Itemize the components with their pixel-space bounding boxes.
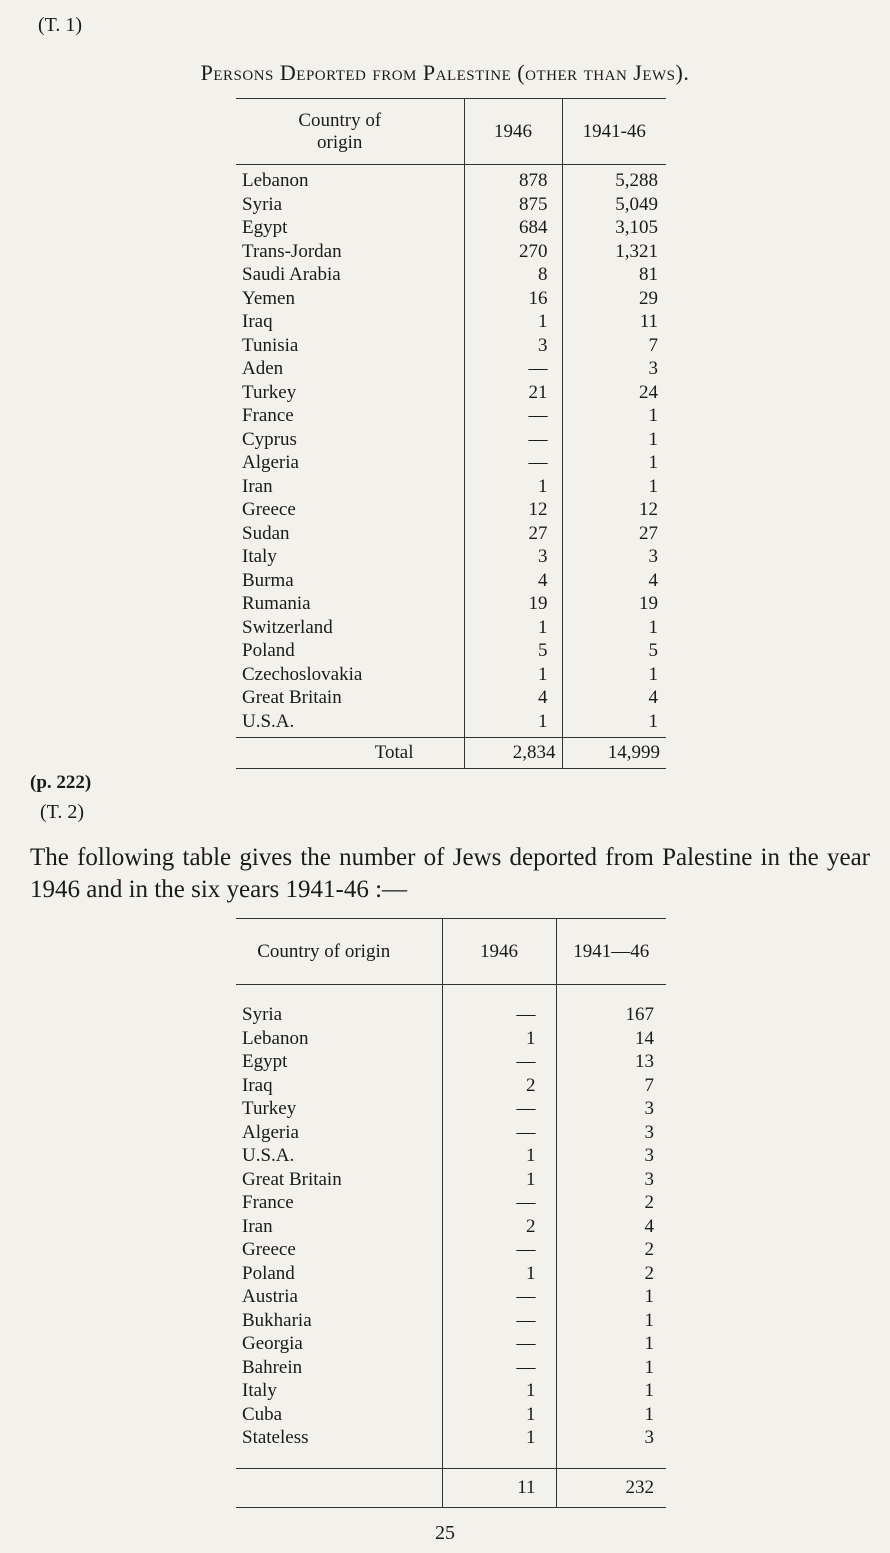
table1-1941-46-cell: 3 <box>648 546 658 567</box>
table1-1946-cell: 16 <box>464 287 562 311</box>
table1-row <box>236 310 666 334</box>
table2-row <box>236 1403 666 1427</box>
table2-country-cell: Italy <box>236 1379 442 1403</box>
table1-1941-46-cell: 3 <box>648 358 658 379</box>
table2-1941-46-cell: 7 <box>644 1074 654 1096</box>
table2-country-cell: Egypt <box>236 1050 442 1074</box>
table2-1941-46-cell: 1 <box>644 1333 654 1354</box>
table1-1946-cell: 878 <box>464 169 562 193</box>
table2-1946-cell: 1 <box>442 1426 556 1450</box>
table1-1946-cell: 3 <box>464 545 562 569</box>
table1-1941-46-cell: 3,105 <box>615 217 658 238</box>
table2-1946-cell: 1 <box>442 1168 556 1192</box>
table2-country-cell: Iran <box>236 1215 442 1239</box>
table1-row <box>236 686 666 710</box>
table2-country-cell: Lebanon <box>236 1027 442 1051</box>
table1-row <box>236 334 666 358</box>
table1-country-cell: Iraq <box>236 310 464 334</box>
table1-1941-46-cell: 5 <box>648 640 658 661</box>
table1-row <box>236 475 666 499</box>
table1-1941-46-cell: 11 <box>639 311 658 332</box>
table1 <box>236 98 666 769</box>
table2-1946-cell: — <box>442 1191 556 1215</box>
table1-1946-cell: 1 <box>464 310 562 334</box>
table2-1941-46-cell: 4 <box>644 1215 654 1237</box>
table2-row <box>236 1262 666 1286</box>
table1-country-cell: Lebanon <box>236 169 464 193</box>
table1-country-cell: Turkey <box>236 381 464 405</box>
table1-1941-46-cell: 4 <box>648 569 658 591</box>
table2-country-cell: Poland <box>236 1262 442 1286</box>
table1-row <box>236 569 666 593</box>
table1-country-cell: Tunisia <box>236 334 464 358</box>
table2-header-row <box>236 919 666 985</box>
table1-row <box>236 428 666 452</box>
table1-country-cell: Greece <box>236 498 464 522</box>
table2-country-cell: Bukharia <box>236 1309 442 1333</box>
table2-1946-cell: — <box>442 1332 556 1356</box>
table2-1946-cell: — <box>442 1356 556 1380</box>
table1-1941-46-cell: 1 <box>648 475 658 497</box>
table2-label: (T. 2) <box>40 801 85 823</box>
table2-row <box>236 1097 666 1121</box>
table1-row <box>236 357 666 381</box>
table2-1941-46-cell: 2 <box>644 1262 654 1284</box>
page-reference: (p. 222) <box>30 772 92 793</box>
table1-country-cell: France <box>236 404 464 428</box>
table1-1946-cell: 1 <box>464 663 562 687</box>
table2-row <box>236 1238 666 1262</box>
table1-country-cell: Trans-Jordan <box>236 240 464 264</box>
table1-1941-46-cell: 12 <box>639 499 658 520</box>
table1-country-cell: Saudi Arabia <box>236 263 464 287</box>
table2-country-cell: Great Britain <box>236 1168 442 1192</box>
table2-total-1941-46: 232 <box>556 1468 666 1507</box>
table2-1941-46-cell: 2 <box>644 1192 654 1213</box>
table2-1941-46-cell: 167 <box>625 1004 654 1025</box>
table2-1941-46-cell: 1 <box>644 1380 654 1401</box>
table2-1946-cell: 1 <box>442 1262 556 1286</box>
table1-1941-46-cell: 5,049 <box>615 193 658 215</box>
table1-country-cell: Egypt <box>236 216 464 240</box>
table1-header-country: Country of origin <box>236 99 464 165</box>
table1-total-label: Total <box>236 738 464 769</box>
table1-1941-46-cell: 1 <box>648 616 658 638</box>
table1-country-cell: Sudan <box>236 522 464 546</box>
table1-country-cell: Aden <box>236 357 464 381</box>
table1-row <box>236 240 666 264</box>
table2-row <box>236 1426 666 1450</box>
table2-country-cell: Austria <box>236 1285 442 1309</box>
table2-1946-cell: — <box>442 1003 556 1027</box>
table2-country-cell: Cuba <box>236 1403 442 1427</box>
table2-1946-cell: — <box>442 1050 556 1074</box>
table1-row <box>236 381 666 405</box>
table2-row <box>236 1379 666 1403</box>
table1-country-cell: Iran <box>236 475 464 499</box>
table2-1941-46-cell: 3 <box>644 1121 654 1143</box>
table1-row <box>236 451 666 475</box>
table2-total-1946: 11 <box>442 1468 556 1507</box>
table1-1946-cell: 1 <box>464 616 562 640</box>
table1-1946-cell: 1 <box>464 710 562 734</box>
table2-row <box>236 1027 666 1051</box>
table1-title <box>0 60 890 86</box>
table2-country-cell: France <box>236 1191 442 1215</box>
table1-total-1946: 2,834 <box>464 738 562 769</box>
table2-country-cell: Iraq <box>236 1074 442 1098</box>
table1-country-cell: U.S.A. <box>236 710 464 734</box>
table1-1941-46-cell: 19 <box>639 593 658 614</box>
table2-1946-cell: 1 <box>442 1403 556 1427</box>
table2-1941-46-cell: 14 <box>635 1027 654 1049</box>
table1-country-cell: Syria <box>236 193 464 217</box>
table1-1946-cell: 27 <box>464 522 562 546</box>
table1-country-cell: Great Britain <box>236 686 464 710</box>
table2-row <box>236 1168 666 1192</box>
table2-row <box>236 1215 666 1239</box>
table1-row <box>236 498 666 522</box>
table1-title-main: Persons Deported from Palestine <box>200 60 518 85</box>
table1-total-row <box>236 738 666 769</box>
table1-1946-cell: 5 <box>464 639 562 663</box>
table2-body <box>236 985 666 1469</box>
table1-country-cell: Switzerland <box>236 616 464 640</box>
table1-country-cell: Rumania <box>236 592 464 616</box>
table1-row <box>236 287 666 311</box>
table1-1946-cell: — <box>464 451 562 475</box>
table2-row <box>236 1050 666 1074</box>
table1-row <box>236 663 666 687</box>
table1-country-cell: Cyprus <box>236 428 464 452</box>
table1-country-cell: Yemen <box>236 287 464 311</box>
table1-1946-cell: 270 <box>464 240 562 264</box>
table1-1941-46-cell: 1 <box>648 710 658 732</box>
table1-1941-46-cell: 4 <box>648 687 658 708</box>
table1-1941-46-cell: 81 <box>639 264 658 285</box>
table2-1946-cell: 1 <box>442 1144 556 1168</box>
table2-header-1941-46: 1941—46 <box>556 919 666 985</box>
table2-country-cell: Stateless <box>236 1426 442 1450</box>
table2-1946-cell: — <box>442 1097 556 1121</box>
table1-1941-46-cell: 29 <box>639 287 658 309</box>
table1-label: (T. 1) <box>38 14 83 36</box>
table2-1941-46-cell: 1 <box>644 1309 654 1331</box>
table1-row <box>236 710 666 734</box>
table2-row <box>236 1144 666 1168</box>
table1-1946-cell: 21 <box>464 381 562 405</box>
table2-country-cell: Bahrein <box>236 1356 442 1380</box>
table2-country-cell: Turkey <box>236 1097 442 1121</box>
table2-country-cell: Greece <box>236 1238 442 1262</box>
table2-1946-cell: — <box>442 1238 556 1262</box>
table2-1941-46-cell: 3 <box>644 1098 654 1119</box>
table2-row <box>236 1309 666 1333</box>
table2-row <box>236 1285 666 1309</box>
table2-1941-46-cell: 2 <box>644 1239 654 1260</box>
table1-1941-46-cell: 7 <box>648 334 658 356</box>
table1-total-1941-46: 14,999 <box>562 738 666 769</box>
table1-country-cell: Algeria <box>236 451 464 475</box>
page-number: 25 <box>435 1522 455 1544</box>
table1-1946-cell: 3 <box>464 334 562 358</box>
table1-1941-46-cell: 1 <box>648 452 658 473</box>
table2-country-cell: Algeria <box>236 1121 442 1145</box>
table1-1946-cell: — <box>464 428 562 452</box>
table2-1946-cell: — <box>442 1309 556 1333</box>
table2-1941-46-cell: 3 <box>644 1427 654 1448</box>
table2-1946-cell: 2 <box>442 1074 556 1098</box>
table2-country-cell: Georgia <box>236 1332 442 1356</box>
table2-country-cell: U.S.A. <box>236 1144 442 1168</box>
table2-1946-cell: 1 <box>442 1027 556 1051</box>
table1-header-row <box>236 99 666 165</box>
table2-1941-46-cell: 3 <box>644 1145 654 1166</box>
table1-1946-cell: 684 <box>464 216 562 240</box>
table2 <box>236 918 666 1508</box>
table1-1946-cell: 12 <box>464 498 562 522</box>
table1-body <box>236 165 666 738</box>
table2-1941-46-cell: 13 <box>635 1051 654 1072</box>
table1-row <box>236 592 666 616</box>
table2-row <box>236 1074 666 1098</box>
table2-1946-cell: — <box>442 1121 556 1145</box>
table2-header-1946: 1946 <box>442 919 556 985</box>
table2-header-country: Country of origin <box>236 919 442 985</box>
table1-1941-46-cell: 24 <box>639 381 658 403</box>
table2-1941-46-cell: 1 <box>644 1403 654 1425</box>
table1-1941-46-cell: 1,321 <box>615 240 658 262</box>
table1-row <box>236 616 666 640</box>
table2-total-row <box>236 1468 666 1507</box>
table2-1941-46-cell: 1 <box>644 1356 654 1378</box>
table2-1946-cell: 2 <box>442 1215 556 1239</box>
table1-1946-cell: 875 <box>464 193 562 217</box>
table1-row <box>236 545 666 569</box>
table1-row <box>236 263 666 287</box>
table1-country-cell: Italy <box>236 545 464 569</box>
table1-header-1941-46: 1941-46 <box>562 99 666 165</box>
table1-1941-46-cell: 1 <box>648 428 658 450</box>
table1-1946-cell: 4 <box>464 686 562 710</box>
table1-1941-46-cell: 5,288 <box>615 170 658 191</box>
table1-country-cell: Czechoslovakia <box>236 663 464 687</box>
table2-row <box>236 1191 666 1215</box>
table1-row <box>236 193 666 217</box>
table1-row <box>236 639 666 663</box>
table2-row <box>236 1003 666 1027</box>
table2-1941-46-cell: 1 <box>644 1286 654 1307</box>
table1-1946-cell: 1 <box>464 475 562 499</box>
table1-country-cell: Burma <box>236 569 464 593</box>
table1-title-qualifier: (other than Jews). <box>517 60 690 85</box>
table2-1946-cell: 1 <box>442 1379 556 1403</box>
table1-1946-cell: 4 <box>464 569 562 593</box>
table2-1946-cell: — <box>442 1285 556 1309</box>
table1-row <box>236 522 666 546</box>
table1-row <box>236 216 666 240</box>
table1-1946-cell: — <box>464 357 562 381</box>
table1-country-cell: Poland <box>236 639 464 663</box>
table1-1946-cell: — <box>464 404 562 428</box>
table2-1941-46-cell: 3 <box>644 1168 654 1190</box>
table1-row <box>236 404 666 428</box>
table2-country-cell: Syria <box>236 1003 442 1027</box>
table1-1946-cell: 8 <box>464 263 562 287</box>
table1-row <box>236 169 666 193</box>
table1-1941-46-cell: 1 <box>648 405 658 426</box>
table1-1946-cell: 19 <box>464 592 562 616</box>
table1-1941-46-cell: 27 <box>639 522 658 544</box>
table2-row <box>236 1356 666 1380</box>
table2-row <box>236 1332 666 1356</box>
table1-1941-46-cell: 1 <box>648 663 658 685</box>
table1-header-1946: 1946 <box>464 99 562 165</box>
table2-intro-paragraph: The following table gives the number of Jews deported from Palestine in the year 1946 and in the six years 1941-46 :— <box>30 844 870 903</box>
table2-row <box>236 1121 666 1145</box>
